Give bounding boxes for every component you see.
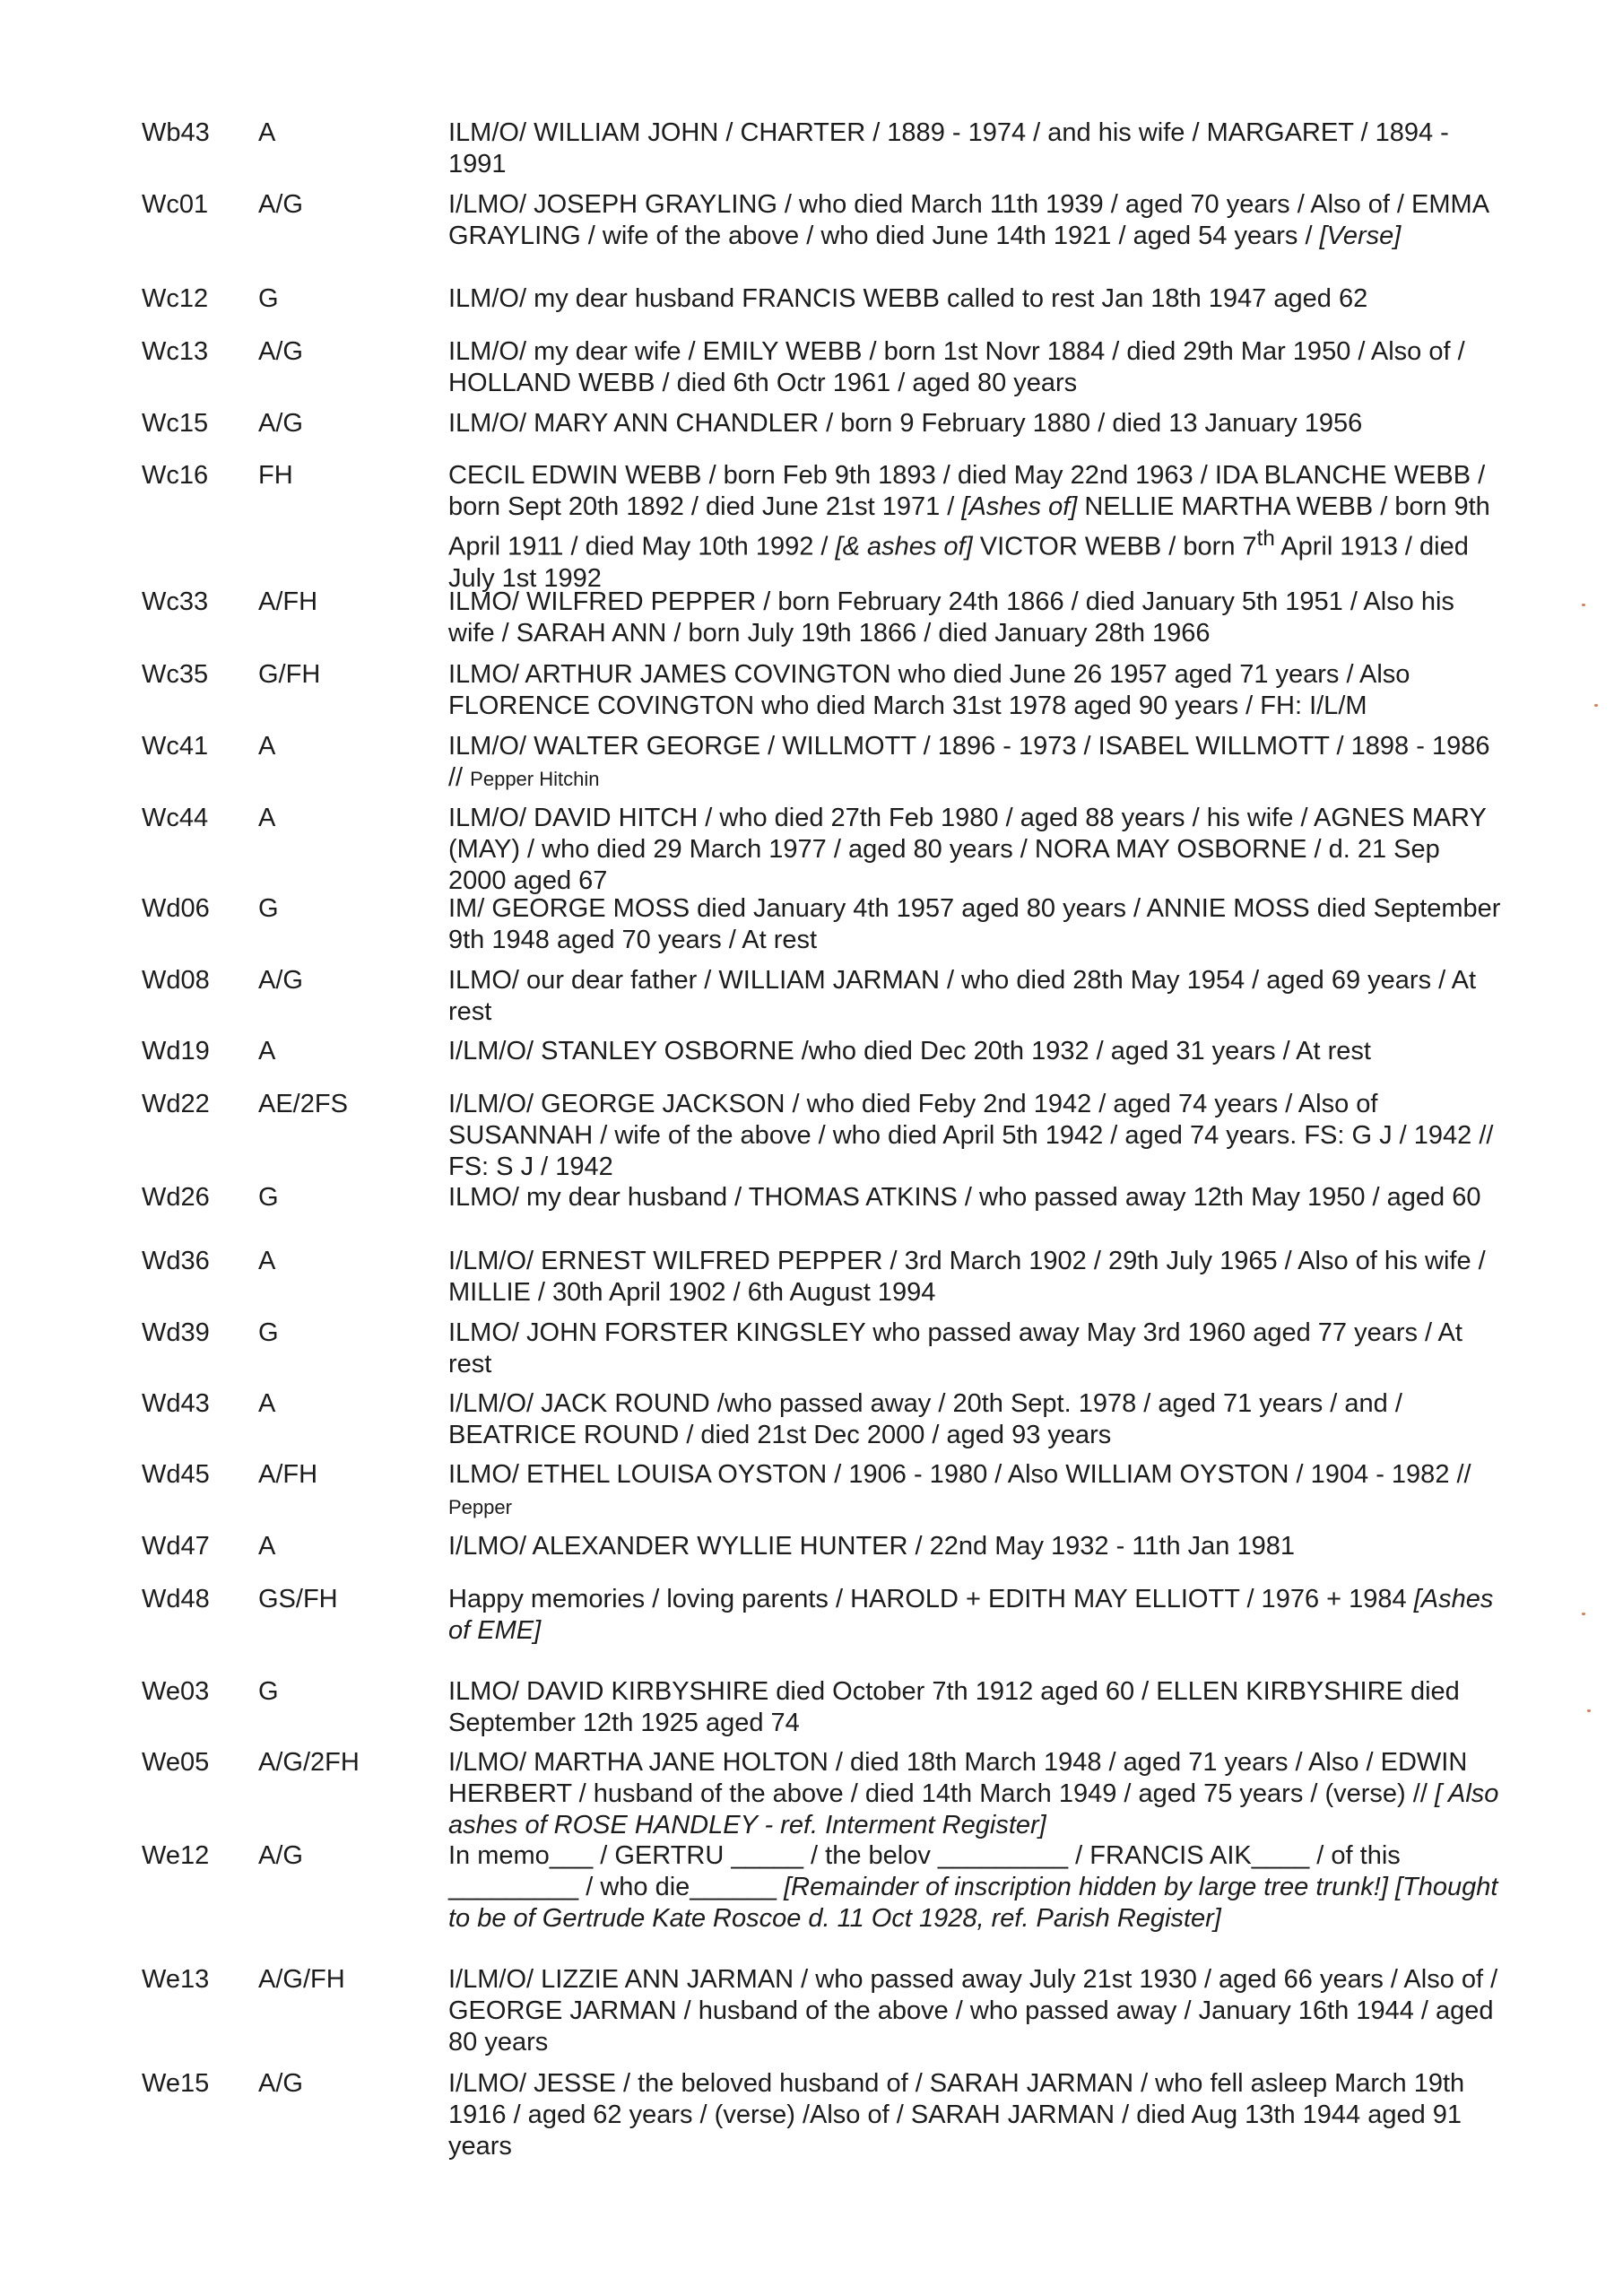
inscription <box>448 803 1502 897</box>
inscription-text: I/LMO/ JESSE / the beloved husband of / SARAH JARMAN / who fell asleep March 19th 1916 / aged 62 years / (verse) /Also of / SARAH JARMAN / died Aug 13th 1944 aged 91 years <box>448 2069 1465 2161</box>
inscription-note: [Verse] <box>1319 222 1402 250</box>
inscription-text: I/LM/O/ ERNEST WILFRED PEPPER / 3rd March 1902 / 29th July 1965 / Also of his wife / MILLIE / 30th April 1902 / 6th August 1994 <box>448 1247 1486 1307</box>
inscription-note: [Ashes of EME] <box>448 1585 1494 1645</box>
grave-ref: Wc13 <box>142 337 209 366</box>
inscription-text: ILMO/ JOHN FORSTER KINGSLEY who passed away May 3rd 1960 aged 77 years / At rest <box>448 1318 1462 1378</box>
memorial-type: A/FH <box>258 1460 318 1489</box>
inscription-text: ILMO/ DAVID KIRBYSHIRE died October 7th 1912 aged 60 / ELLEN KIRBYSHIRE died September 12th 1925 aged 74 <box>448 1677 1460 1737</box>
inscription <box>448 117 1502 180</box>
grave-ref: Wd06 <box>142 894 210 923</box>
inscription-note: [& ashes of] <box>835 532 973 561</box>
inscription-text: ILM/O/ my dear husband FRANCIS WEBB called to rest Jan 18th 1947 aged 62 <box>448 284 1368 313</box>
inscription-note: [Remainder of inscription hidden by large tree trunk!] [Thought to be of Gertrude Kate Roscoe d. 11 Oct 1928, ref. Parish Register] <box>448 1873 1498 1933</box>
inscription-text: ILM/O/ my dear wife / EMILY WEBB / born 1st Novr 1884 / died 29th Mar 1950 / Also of / HOLLAND WEBB / died 6th Octr 1961 / aged 80 years <box>448 337 1465 397</box>
inscription-note: [Ashes of] <box>961 492 1078 521</box>
inscription-text: I/LMO/ ALEXANDER WYLLIE HUNTER / 22nd May 1932 - 11th Jan 1981 <box>448 1532 1296 1561</box>
grave-ref: Wc15 <box>142 409 209 438</box>
grave-ref: We15 <box>142 2069 210 2098</box>
inscription-text: In memo___ / GERTRU _____ / the belov _________ / FRANCIS AIK____ / of this _________ / who die______ <box>448 1841 1401 1901</box>
grave-ref: Wd47 <box>142 1532 210 1561</box>
inscription <box>448 1459 1502 1523</box>
inscription <box>448 460 1502 595</box>
inscription <box>448 1089 1502 1183</box>
inscription <box>448 408 1502 439</box>
memorial-type: A <box>258 1247 276 1275</box>
inscription <box>448 1246 1502 1309</box>
inscription <box>448 283 1502 315</box>
memorial-type: A <box>258 1532 276 1561</box>
inscription <box>448 731 1502 795</box>
memorial-type: G <box>258 1677 279 1706</box>
inscription-text: I/LM/O/ STANLEY OSBORNE /who died Dec 20th 1932 / aged 31 years / At rest <box>448 1037 1371 1065</box>
grave-ref: We13 <box>142 1965 210 1994</box>
memorial-type: A/G/2FH <box>258 1748 360 1777</box>
grave-ref: Wc33 <box>142 587 209 616</box>
inscription-text: IM/ GEORGE MOSS died January 4th 1957 aged 80 years / ANNIE MOSS died September 9th 1948 aged 70 years / At rest <box>448 894 1501 954</box>
inscription-text: Happy memories / loving parents / HAROLD + EDITH MAY ELLIOTT / 1976 + 1984 <box>448 1585 1414 1613</box>
maker-name: Pepper Hitchin <box>470 768 600 790</box>
inscription-text: I/LM/O/ GEORGE JACKSON / who died Feby 2nd 1942 / aged 74 years / Also of SUSANNAH / wife of the above / who died April 5th 1942 / aged 74 years. FS: G J / 1942 // FS: S J / 1942 <box>448 1090 1494 1181</box>
memorial-type: A/G <box>258 190 303 219</box>
grave-ref: Wc35 <box>142 660 209 689</box>
scan-speck <box>1582 604 1585 606</box>
inscription <box>448 1964 1502 2058</box>
grave-ref: Wd39 <box>142 1318 210 1347</box>
memorial-type: A/G <box>258 1841 303 1870</box>
inscription-text: I/LMO/ JOSEPH GRAYLING / who died March 11th 1939 / aged 70 years / Also of / EMMA GRAYLING / wife of the above / who died June 14th 1921 / aged 54 years / <box>448 190 1488 250</box>
inscription <box>448 1182 1502 1213</box>
memorial-type: A/G <box>258 966 303 995</box>
memorial-type: A/G <box>258 409 303 438</box>
inscription <box>448 336 1502 399</box>
memorial-type: GS/FH <box>258 1585 338 1613</box>
inscription-text: I/LM/O/ LIZZIE ANN JARMAN / who passed away July 21st 1930 / aged 66 years / Also of / GEORGE JARMAN / husband of the above / who passed away / January 16th 1944 / aged 80 years <box>448 1965 1498 2057</box>
scan-speck <box>1587 1709 1591 1712</box>
grave-ref: Wd36 <box>142 1247 210 1275</box>
scan-speck <box>1594 704 1598 707</box>
inscription-text: ILMO/ our dear father / WILLIAM JARMAN / who died 28th May 1954 / aged 69 years / At rest <box>448 966 1477 1026</box>
inscription-text: ILMO/ ARTHUR JAMES COVINGTON who died June 26 1957 aged 71 years / Also FLORENCE COVINGTON who died March 31st 1978 aged 90 years / FH: I/L/M <box>448 660 1410 720</box>
inscription-text: I/LMO/ MARTHA JANE HOLTON / died 18th March 1948 / aged 71 years / Also / EDWIN HERBERT / husband of the above / died 14th March 1949 / aged 75 years / (verse) // <box>448 1748 1468 1808</box>
memorial-type: A <box>258 1389 276 1418</box>
grave-ref: Wd22 <box>142 1090 210 1118</box>
memorial-type: G <box>258 1183 279 1212</box>
memorial-type: A <box>258 804 276 832</box>
grave-ref: Wc41 <box>142 732 209 761</box>
inscription <box>448 1531 1502 1562</box>
inscription <box>448 189 1502 252</box>
memorial-type: A/G/FH <box>258 1965 345 1994</box>
ordinal-suffix: th <box>1256 526 1275 551</box>
inscription-text: ILM/O/ WILLIAM JOHN / CHARTER / 1889 - 1974 / and his wife / MARGARET / 1894 - 1991 <box>448 118 1449 178</box>
inscription <box>448 1840 1502 1935</box>
grave-ref: Wc12 <box>142 284 209 313</box>
memorial-type: A <box>258 118 276 147</box>
inscription-text: ILMO/ my dear husband / THOMAS ATKINS / who passed away 12th May 1950 / aged 60 <box>448 1183 1481 1212</box>
grave-ref: Wd19 <box>142 1037 210 1065</box>
inscription <box>448 893 1502 956</box>
inscription <box>448 2068 1502 2162</box>
memorial-type: G/FH <box>258 660 321 689</box>
memorial-type: A <box>258 732 276 761</box>
grave-ref: Wd48 <box>142 1585 210 1613</box>
inscription <box>448 1388 1502 1451</box>
memorial-type: FH <box>258 461 293 490</box>
inscription-text: ILM/O/ DAVID HITCH / who died 27th Feb 1980 / aged 88 years / his wife / AGNES MARY (MAY) / who died 29 March 1977 / aged 80 years / NORA MAY OSBORNE / d. 21 Sep 2000 aged 67 <box>448 804 1487 895</box>
memorial-type: G <box>258 284 279 313</box>
grave-ref: We05 <box>142 1748 210 1777</box>
memorial-type: A/FH <box>258 587 318 616</box>
inscription-note: [ Also ashes of ROSE HANDLEY - ref. Interment Register] <box>448 1779 1499 1839</box>
inscription <box>448 659 1502 722</box>
inscription-text: ILM/O/ WALTER GEORGE / WILLMOTT / 1896 - 1973 / ISABEL WILLMOTT / 1898 - 1986 // <box>448 732 1490 792</box>
grave-ref: We12 <box>142 1841 210 1870</box>
memorial-type: G <box>258 894 279 923</box>
inscription <box>448 587 1502 649</box>
inscription-text: April 1913 / died July 1st 1992 <box>448 532 1469 593</box>
grave-ref: We03 <box>142 1677 210 1706</box>
inscription <box>448 1747 1502 1841</box>
inscription-text: I/LM/O/ JACK ROUND /who passed away / 20th Sept. 1978 / aged 71 years / and / BEATRICE ROUND / died 21st Dec 2000 / aged 93 years <box>448 1389 1402 1449</box>
inscription-text: ILMO/ WILFRED PEPPER / born February 24th 1866 / died January 5th 1951 / Also his wife / SARAH ANN / born July 19th 1866 / died January 28th 1966 <box>448 587 1454 648</box>
scan-speck <box>1582 1613 1585 1615</box>
maker-name: Pepper <box>448 1496 512 1518</box>
memorial-type: G <box>258 1318 279 1347</box>
grave-ref: Wd43 <box>142 1389 210 1418</box>
inscription <box>448 1036 1502 1067</box>
grave-ref: Wc01 <box>142 190 209 219</box>
memorial-type: A <box>258 1037 276 1065</box>
inscription <box>448 1584 1502 1647</box>
inscription-text: CECIL EDWIN WEBB / born Feb 9th 1893 / died May 22nd 1963 / IDA BLANCHE WEBB / born Sept 20th 1892 / died June 21st 1971 / <box>448 461 1486 521</box>
inscription <box>448 1676 1502 1739</box>
memorial-type: A/G <box>258 337 303 366</box>
memorial-type: A/G <box>258 2069 303 2098</box>
memorial-type: AE/2FS <box>258 1090 348 1118</box>
inscription-text: ILM/O/ MARY ANN CHANDLER / born 9 February 1880 / died 13 January 1956 <box>448 409 1363 438</box>
grave-ref: Wd08 <box>142 966 210 995</box>
inscription-text: ILMO/ ETHEL LOUISA OYSTON / 1906 - 1980 / Also WILLIAM OYSTON / 1904 - 1982 // <box>448 1460 1471 1489</box>
grave-ref: Wc16 <box>142 461 209 490</box>
grave-ref: Wb43 <box>142 118 210 147</box>
grave-ref: Wd26 <box>142 1183 210 1212</box>
inscription-text: NELLIE MARTHA WEBB / born 9th April 1911 / died May 10th 1992 / <box>448 492 1490 561</box>
grave-ref: Wd45 <box>142 1460 210 1489</box>
inscription <box>448 965 1502 1028</box>
inscription-text: VICTOR WEBB / born 7 <box>972 532 1257 561</box>
inscription <box>448 1318 1502 1380</box>
grave-ref: Wc44 <box>142 804 209 832</box>
